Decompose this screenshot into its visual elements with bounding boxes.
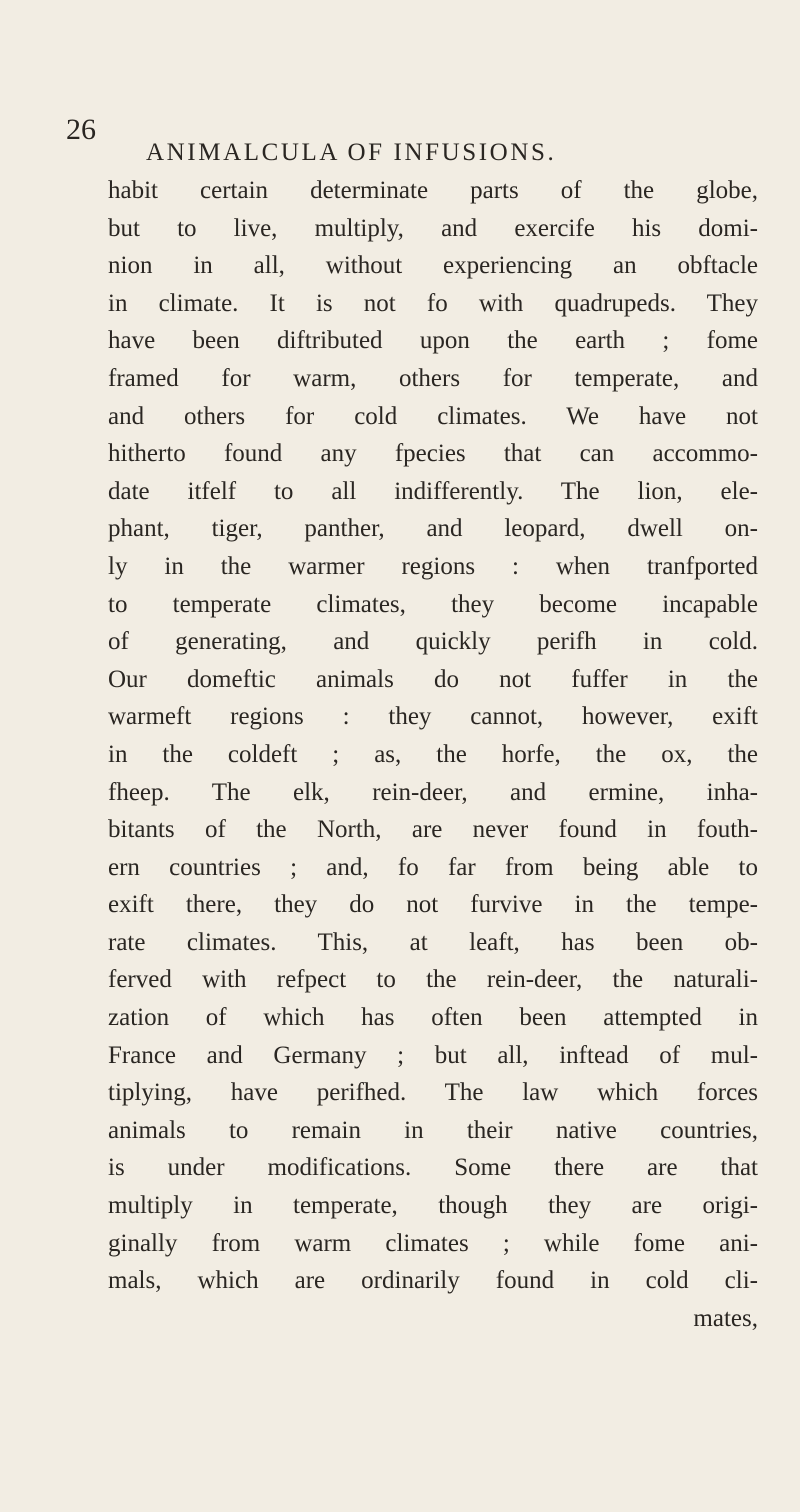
- text-line: zation of which has often been attempted in: [108, 1004, 758, 1032]
- text-line: Our domeftic animals do not fuffer in the: [108, 665, 758, 693]
- text-line: France and Germany ; but all, inftead of mul-: [108, 1041, 758, 1069]
- text-line: mals, which are ordinarily found in cold cli-: [108, 1267, 758, 1295]
- text-line: nion in all, without experiencing an obftacle: [108, 252, 758, 280]
- text-line: exift there, they do not furvive in the tempe-: [108, 891, 758, 919]
- text-line: hitherto found any fpecies that can accommo-: [108, 440, 758, 468]
- text-line: ferved with refpect to the rein-deer, the naturali-: [108, 966, 758, 994]
- text-line: in climate. It is not fo with quadrupeds. They: [108, 289, 758, 317]
- text-line: warmeft regions : they cannot, however, exift: [108, 703, 758, 731]
- text-line: rate climates. This, at leaft, has been ob-: [108, 928, 758, 956]
- text-line: tiplying, have perifhed. The law which forces: [108, 1079, 758, 1107]
- text-line: fheep. The elk, rein-deer, and ermine, inha-: [108, 778, 758, 806]
- running-head: ANIMALCULA OF INFUSIONS.: [146, 139, 557, 166]
- text-line: phant, tiger, panther, and leopard, dwell on-: [108, 515, 758, 543]
- text-line: ly in the warmer regions : when tranfported: [108, 552, 758, 580]
- text-line: to temperate climates, they become incapable: [108, 590, 758, 618]
- text-line: in the coldeft ; as, the horfe, the ox, the: [108, 740, 758, 768]
- text-line: and others for cold climates. We have not: [108, 402, 758, 430]
- text-line: but to live, multiply, and exercife his domi-: [108, 214, 758, 242]
- text-line: of generating, and quickly perifh in cold.: [108, 628, 758, 656]
- text-line: ern countries ; and, fo far from being able to: [108, 853, 758, 881]
- body-text: [108, 172, 758, 1337]
- page-number: 26: [66, 113, 96, 146]
- text-line: bitants of the North, are never found in fouth-: [108, 816, 758, 844]
- text-line: date itfelf to all indifferently. The lion, ele-: [108, 477, 758, 505]
- text-line: framed for warm, others for temperate, and: [108, 364, 758, 392]
- text-line: multiply in temperate, though they are origi-: [108, 1192, 758, 1220]
- text-line: ginally from warm climates ; while fome ani-: [108, 1229, 758, 1257]
- text-line: is under modifications. Some there are that: [108, 1154, 758, 1182]
- text-line: animals to remain in their native countries,: [108, 1116, 758, 1144]
- catchword: mates,: [693, 1304, 758, 1332]
- text-line: habit certain determinate parts of the globe,: [108, 177, 758, 204]
- text-line: have been diftributed upon the earth ; fome: [108, 327, 758, 355]
